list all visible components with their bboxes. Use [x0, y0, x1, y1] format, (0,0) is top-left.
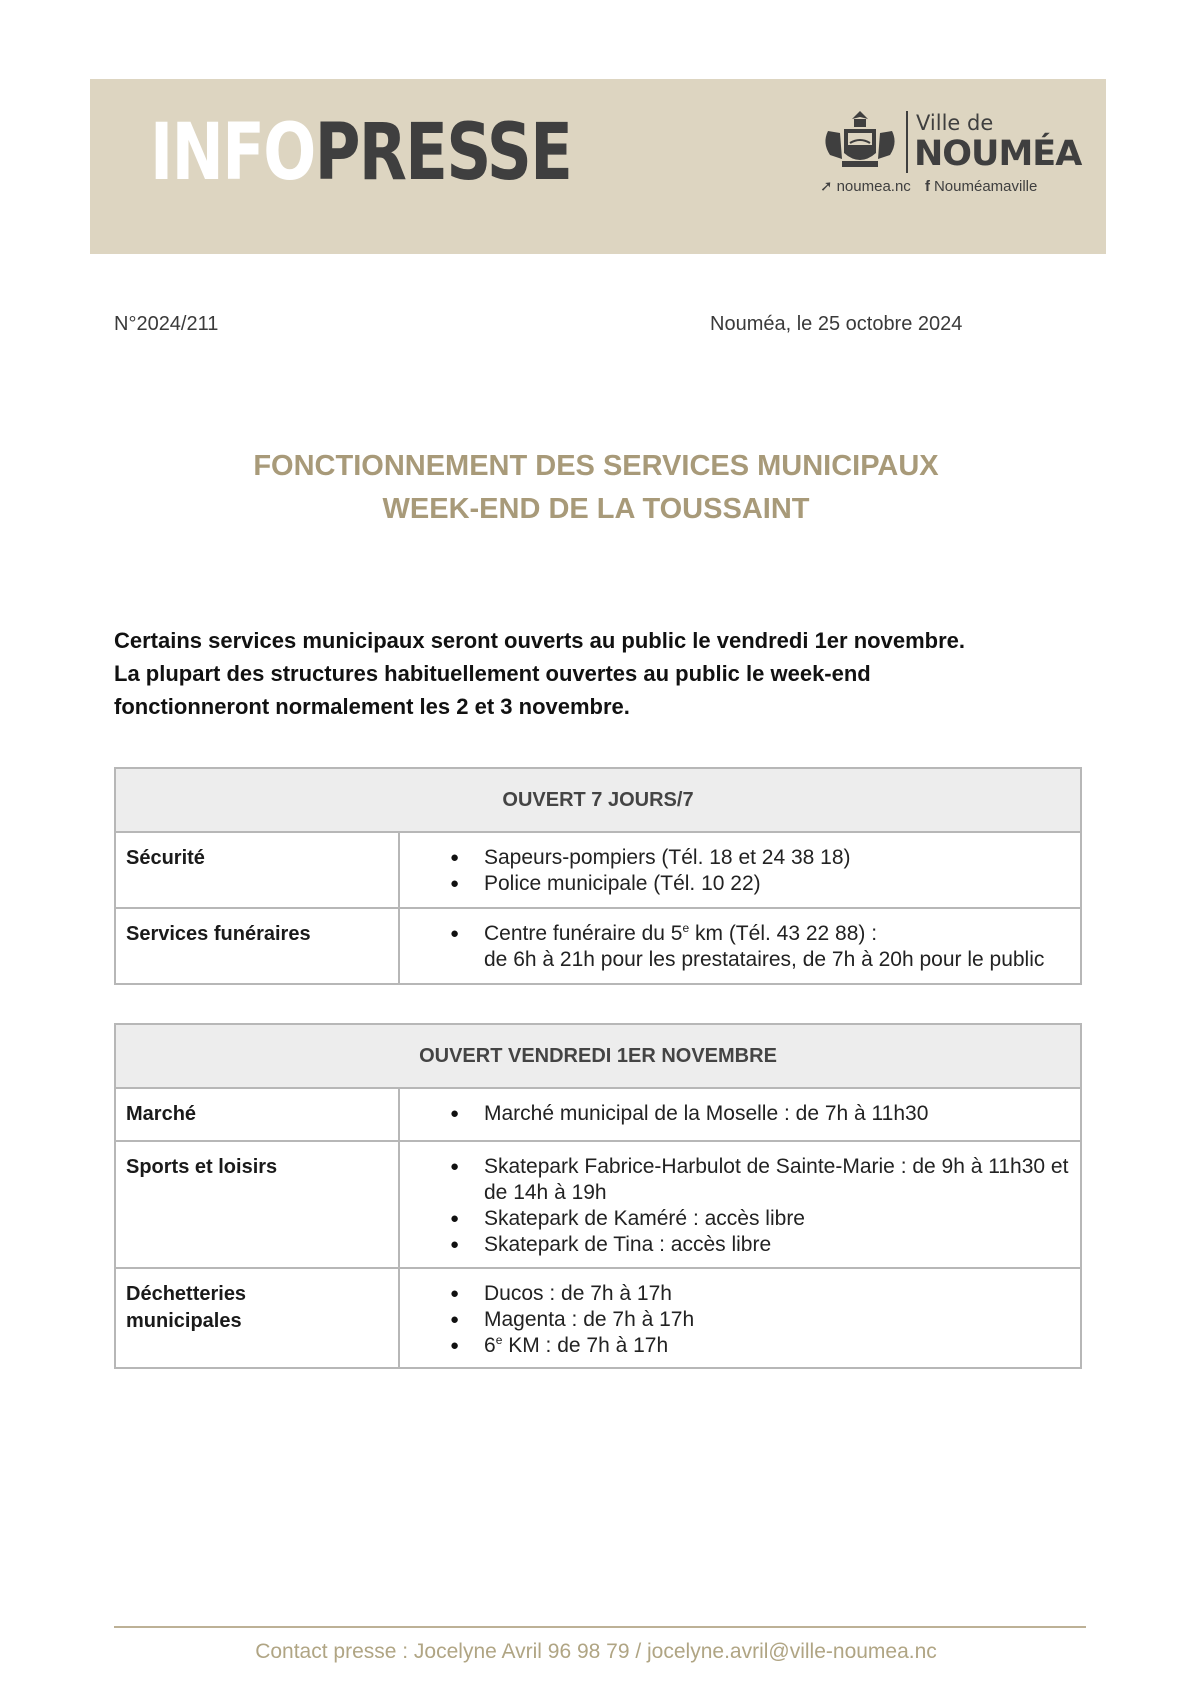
- logo-noumea: NOUMÉA: [914, 134, 1082, 174]
- list-item: ● Centre funéraire du 5e km (Tél. 43 22 88) : de 6h à 21h pour les prestataires, de 7h à 20h pour le public: [410, 921, 1070, 973]
- page-title-line2: WEEK-END DE LA TOUSSAINT: [382, 493, 810, 525]
- page-title-line1: FONCTIONNEMENT DES SERVICES MUNICIPAUX: [253, 450, 939, 482]
- brand-info: INFO: [150, 108, 315, 198]
- list-item: ● Sapeurs-pompiers (Tél. 18 et 24 38 18): [410, 845, 1070, 871]
- list-item: ● Skatepark de Kaméré : accès libre: [410, 1206, 1070, 1232]
- facebook-link[interactable]: Nouméamaville: [933, 178, 1038, 195]
- table-header: OUVERT VENDREDI 1ER NOVEMBRE: [115, 1024, 1081, 1088]
- header-banner: [90, 79, 1106, 254]
- category-cell: Sécurité: [115, 832, 399, 908]
- table-header-row: [115, 1024, 1081, 1088]
- list-item: ● Marché municipal de la Moselle : de 7h à 11h30: [410, 1101, 1070, 1127]
- intro-line: La plupart des structures habituellement ouvertes au public le week-end: [114, 661, 871, 686]
- table-header-row: [115, 768, 1081, 832]
- list-item: ● Police municipale (Tél. 10 22): [410, 871, 1070, 897]
- facebook-icon: f: [924, 178, 930, 195]
- list-item: ● Ducos : de 7h à 17h: [410, 1281, 1070, 1307]
- table-header: OUVERT 7 JOURS/7: [115, 768, 1081, 832]
- ville-de-noumea-logo: [818, 109, 1082, 199]
- table-row: [115, 1141, 1081, 1268]
- items-cell: [399, 1088, 1081, 1141]
- list-item: ● Skatepark de Tina : accès libre: [410, 1232, 1070, 1258]
- intro-paragraph: [114, 624, 1094, 723]
- list-item: ● Skatepark Fabrice-Harbulot de Sainte-Marie : de 9h à 11h30 et de 14h à 19h: [410, 1154, 1070, 1206]
- category-cell: Déchetteries municipales: [115, 1268, 399, 1368]
- category-cell: Sports et loisirs: [115, 1141, 399, 1268]
- infopresse-logo: [150, 108, 572, 198]
- website-link[interactable]: noumea.nc: [836, 178, 911, 195]
- table-row: [115, 1268, 1081, 1368]
- list-item: ● 6e KM : de 7h à 17h: [410, 1333, 1070, 1359]
- items-cell: [399, 1141, 1081, 1268]
- category-cell: Services funéraires: [115, 908, 399, 984]
- logo-separator: [906, 111, 908, 173]
- open-7-days-table: [114, 767, 1082, 985]
- category-cell: Marché: [115, 1088, 399, 1141]
- open-friday-table: [114, 1023, 1082, 1369]
- coat-of-arms-icon: [818, 109, 902, 175]
- social-links: [820, 177, 1041, 195]
- table-row: [115, 1088, 1081, 1141]
- items-cell: [399, 832, 1081, 908]
- release-date: Nouméa, le 25 octobre 2024: [710, 313, 963, 335]
- arrow-icon: ➚: [820, 178, 833, 195]
- press-contact: Contact presse : Jocelyne Avril 96 98 79 / jocelyne.avril@ville-noumea.nc: [255, 1640, 937, 1663]
- intro-line: Certains services municipaux seront ouverts au public le vendredi 1er novembre.: [114, 628, 965, 653]
- intro-line: fonctionneront normalement les 2 et 3 novembre.: [114, 694, 630, 719]
- table-row: [115, 832, 1081, 908]
- footer-divider: [114, 1626, 1086, 1628]
- list-item: ● Magenta : de 7h à 17h: [410, 1307, 1070, 1333]
- press-release-number: N°2024/211: [114, 313, 219, 335]
- logo-ville-de: Ville de: [916, 111, 994, 135]
- brand-presse: PRESSE: [314, 108, 572, 198]
- items-cell: [399, 1268, 1081, 1368]
- table-row: [115, 908, 1081, 984]
- items-cell: [399, 908, 1081, 984]
